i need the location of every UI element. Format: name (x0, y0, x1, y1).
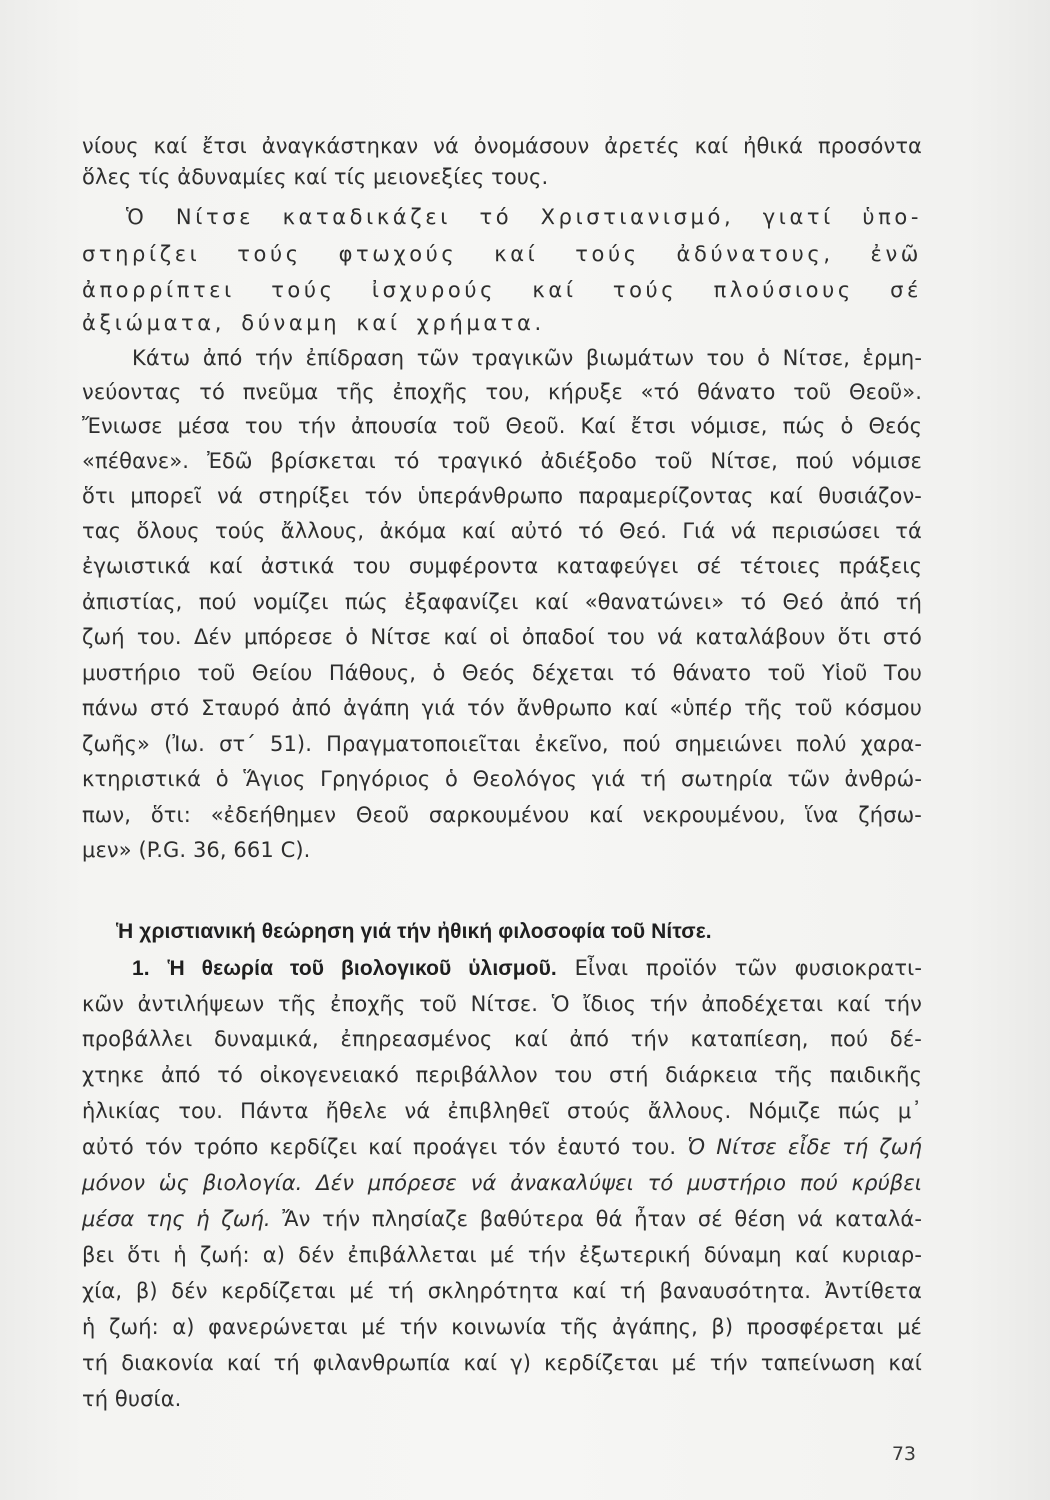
section-title: Ἡ θεωρία τοῦ βιολογικοῦ ὑλισμοῦ. (167, 957, 557, 980)
section-heading: Ἡ χριστιανική θεώρηση γιά τήν ἠθική φιλοσοφία τοῦ Νίτσε. (116, 920, 712, 943)
text-line: τή θυσία. (82, 1387, 182, 1411)
text-line: κῶν ἀντιλήψεων τῆς ἐποχῆς τοῦ Νίτσε. Ὁ ἴδιος τήν ἀποδέχεται καί τήν (82, 992, 922, 1016)
text-line: ὅτι μπορεῖ νά στηρίξει τόν ὑπεράνθρωπο παραμερίζοντας καί θυσιάζον- (82, 484, 922, 508)
text-line: Ὁ Νίτσε καταδικάζει τό Χριστιανισμό, γιατί ὑπο- (126, 205, 922, 229)
text-line: ἀξιώματα, δύναμη καί χρήματα. (82, 311, 545, 335)
text-line: χία, β) δέν κερδίζεται μέ τή σκληρότητα καί τή βαναυσότητα. Ἀντίθετα (82, 1279, 922, 1303)
text-line: «πέθανε». Ἐδῶ βρίσκεται τό τραγικό ἀδιέξοδο τοῦ Νίτσε, πού νόμισε (82, 449, 922, 473)
section-first-line-text: Εἶναι προϊόν τῶν φυσιοκρατι- (574, 956, 922, 980)
text-line: Κάτω ἀπό τήν ἐπίδραση τῶν τραγικῶν βιωμάτων του ὁ Νίτσε, ἑρμη- (132, 346, 922, 370)
text-line: χτηκε ἀπό τό οἰκογενειακό περιβάλλον του στή διάρκεια τῆς παιδικῆς (82, 1063, 922, 1087)
text-line: ἐγωιστικά καί ἀστικά του συμφέροντα καταφεύγει σέ τέτοιες πράξεις (82, 554, 922, 578)
text-line-mixed (82, 1201, 922, 1237)
text-line: ζωῆς» (Ἰω. στ΄ 51). Πραγματοποιεῖται ἐκεῖνο, πού σημειώνει πολύ χαρα- (82, 732, 922, 756)
text-line: ἀπορρίπτει τούς ἰσχυρούς καί τούς πλούσιους σέ (82, 278, 922, 302)
regular-text: αὐτό τόν τρόπο κερδίζει καί προάγει τόν ἑαυτό του. (82, 1135, 677, 1159)
italic-text: μέσα της ἡ ζωή. (82, 1207, 271, 1231)
text-line: ἡ ζωή: α) φανερώνεται μέ τήν κοινωνία τῆς ἀγάπης, β) προσφέρεται μέ (82, 1315, 922, 1339)
text-line: βει ὅτι ἡ ζωή: α) δέν ἐπιβάλλεται μέ τήν ἐξωτερική δύναμη καί κυριαρ- (82, 1243, 922, 1267)
text-line: πων, ὅτι: «ἐδεήθημεν Θεοῦ σαρκουμένου καί νεκρουμένου, ἵνα ζήσω- (82, 803, 922, 827)
italic-text: Ὁ Νίτσε εἶδε τή ζωή (687, 1135, 922, 1159)
text-line-italic: μόνον ὡς βιολογία. Δέν μπόρεσε νά ἀνακαλύψει τό μυστήριο πού κρύβει (82, 1171, 922, 1195)
text-line: στηρίζει τούς φτωχούς καί τούς ἀδύνατους, ἐνῶ (82, 242, 922, 266)
text-line: πάνω στό Σταυρό ἀπό ἀγάπη γιά τόν ἄνθρωπο καί «ὑπέρ τῆς τοῦ κόσμου (82, 696, 922, 720)
text-line: ἡλικίας του. Πάντα ἤθελε νά ἐπιβληθεῖ στούς ἄλλους. Νόμιζε πώς μ᾽ (82, 1099, 922, 1123)
text-line: νίους καί ἔτσι ἀναγκάστηκαν νά ὀνομάσουν ἀρετές καί ἠθικά προσόντα (82, 134, 922, 158)
text-line: κτηριστικά ὁ Ἅγιος Γρηγόριος ὁ Θεολόγος γιά τή σωτηρία τῶν ἀνθρώ- (82, 767, 922, 791)
section-number: 1. (132, 957, 150, 980)
section-first-line (132, 950, 922, 986)
text-line: νεύοντας τό πνεῦμα τῆς ἐποχῆς του, κήρυξε «τό θάνατο τοῦ Θεοῦ». (82, 380, 922, 404)
text-line-mixed (82, 1129, 922, 1165)
text-line: μεν» (P.G. 36, 661 C). (82, 838, 311, 862)
text-line: ζωή του. Δέν μπόρεσε ὁ Νίτσε καί οἱ ὀπαδοί του νά καταλάβουν ὅτι στό (82, 625, 922, 649)
text-line: ὅλες τίς ἀδυναμίες καί τίς μειονεξίες τους. (82, 165, 549, 189)
text-line: προβάλλει δυναμικά, ἐπηρεασμένος καί ἀπό τήν καταπίεση, πού δέ- (82, 1027, 922, 1051)
text-line: τή διακονία καί τή φιλανθρωπία καί γ) κερδίζεται μέ τήν ταπείνωση καί (82, 1351, 922, 1375)
regular-text: Ἄν τήν πλησίαζε βαθύτερα θά ἦταν σέ θέση νά καταλά- (282, 1207, 922, 1231)
text-line: μυστήριο τοῦ Θείου Πάθους, ὁ Θεός δέχεται τό θάνατο τοῦ Υἱοῦ Του (82, 661, 922, 685)
page-number: 73 (891, 1443, 916, 1465)
text-line: Ἔνιωσε μέσα του τήν ἀπουσία τοῦ Θεοῦ. Καί ἔτσι νόμισε, πώς ὁ Θεός (82, 414, 922, 438)
text-line: τας ὅλους τούς ἄλλους, ἀκόμα καί αὐτό τό Θεό. Γιά νά περισώσει τά (82, 519, 922, 543)
text-line: ἀπιστίας, πού νομίζει πώς ἐξαφανίζει καί «θανατώνει» τό Θεό ἀπό τή (82, 590, 922, 614)
